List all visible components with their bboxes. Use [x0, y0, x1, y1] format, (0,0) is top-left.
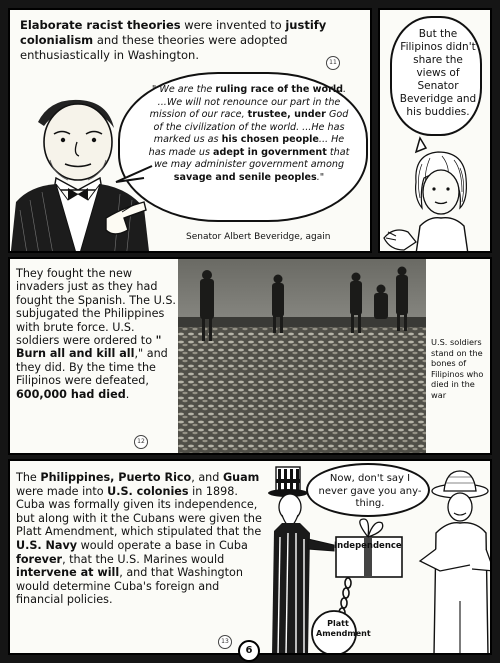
page-number: 6 [238, 640, 260, 662]
text-run: ." [316, 171, 325, 183]
text-run: were made into [16, 484, 108, 498]
text-run: They fought the new invaders just as they had fought the Spanish. The U.S. subjugated the Philippines with brute force. U.S. soldiers were ordered to [16, 267, 176, 348]
text-run: God of the civilization of the world. ...He has marked us as [153, 109, 349, 145]
panel4-caption [16, 471, 266, 607]
text-run: and these theories were adopted enthusiastically in Washington. [20, 33, 288, 62]
text-run: U.S. Navy [16, 538, 78, 552]
text-run: , and [191, 471, 223, 484]
text-run: . [125, 387, 130, 401]
text-run: 600,000 had died [16, 387, 126, 401]
photo-caption: U.S. soldiers stand on the bones of Filipinos who died in the war [431, 337, 484, 400]
text-run: in 1898. Cuba was formally given its independence, but along with it the Cubans were given the Platt Amendment, which stipulated that the [16, 484, 262, 539]
text-run: ," and they did. By the time the Filipinos were defeated, [16, 347, 168, 388]
text-run: " We are the [151, 84, 216, 95]
text-run: " Burn all and kill all [16, 334, 162, 361]
ball-label: Platt Amendment [316, 619, 371, 638]
panel1-caption [20, 18, 350, 63]
text-run: savage and senile peoples [173, 171, 317, 183]
panel3-number: 12 [134, 435, 148, 449]
text-run: justify colonialism [20, 18, 327, 47]
text-run: U.S. colonies [107, 484, 189, 498]
panel-colonies [8, 459, 492, 655]
text-run: , and that Washington would determine Cuba's foreign and financial policies. [16, 566, 243, 607]
text-run: adept in government [213, 146, 327, 158]
text-run: . ...We will not renounce our part in the mission of our race, [149, 84, 347, 120]
gift-label: Independence [334, 541, 402, 551]
filipina-figure [380, 134, 490, 253]
text-run: that we may administer government among [153, 146, 350, 170]
beveridge-attribution: Senator Albert Beveridge, again [186, 232, 331, 242]
text-run: would operate a base in Cuba [77, 538, 248, 552]
bubble-tail [114, 160, 154, 190]
filipina-speech: But the Filipinos didn't share the views of Senator Beveridge and his buddies. [399, 28, 477, 118]
text-run: ruling race of the world [215, 84, 344, 95]
text-run: were invented to [180, 18, 286, 32]
text-run: Philippines, Puerto Rico [40, 471, 192, 484]
text-run: , that the U.S. Marines would [62, 552, 225, 566]
historical-photo [178, 259, 426, 453]
bones-photo [178, 259, 426, 453]
panel1-number: 11 [326, 56, 340, 70]
panel-filipina [378, 8, 492, 253]
uncle-sam-speech: Now, don't say I never gave you any-thing. [318, 473, 422, 509]
panel-beveridge [8, 8, 372, 253]
text-run: The [16, 471, 41, 484]
filipina-speech-bubble [390, 16, 482, 136]
panel-war [8, 257, 492, 455]
text-run: intervene at will [16, 566, 120, 580]
text-run: his chosen people [221, 134, 319, 145]
panel3-caption [16, 267, 176, 401]
uncle-sam-cuba-scene [264, 461, 492, 655]
text-run: trustee, under [247, 109, 326, 120]
beveridge-quote [144, 84, 354, 184]
text-run: Guam [222, 471, 260, 484]
panel4-number: 13 [218, 635, 232, 649]
text-run: Elaborate racist theories [20, 18, 181, 32]
beveridge-speech-bubble [118, 72, 368, 222]
text-run: ... He has made us [148, 134, 345, 158]
text-run: forever [16, 552, 63, 566]
